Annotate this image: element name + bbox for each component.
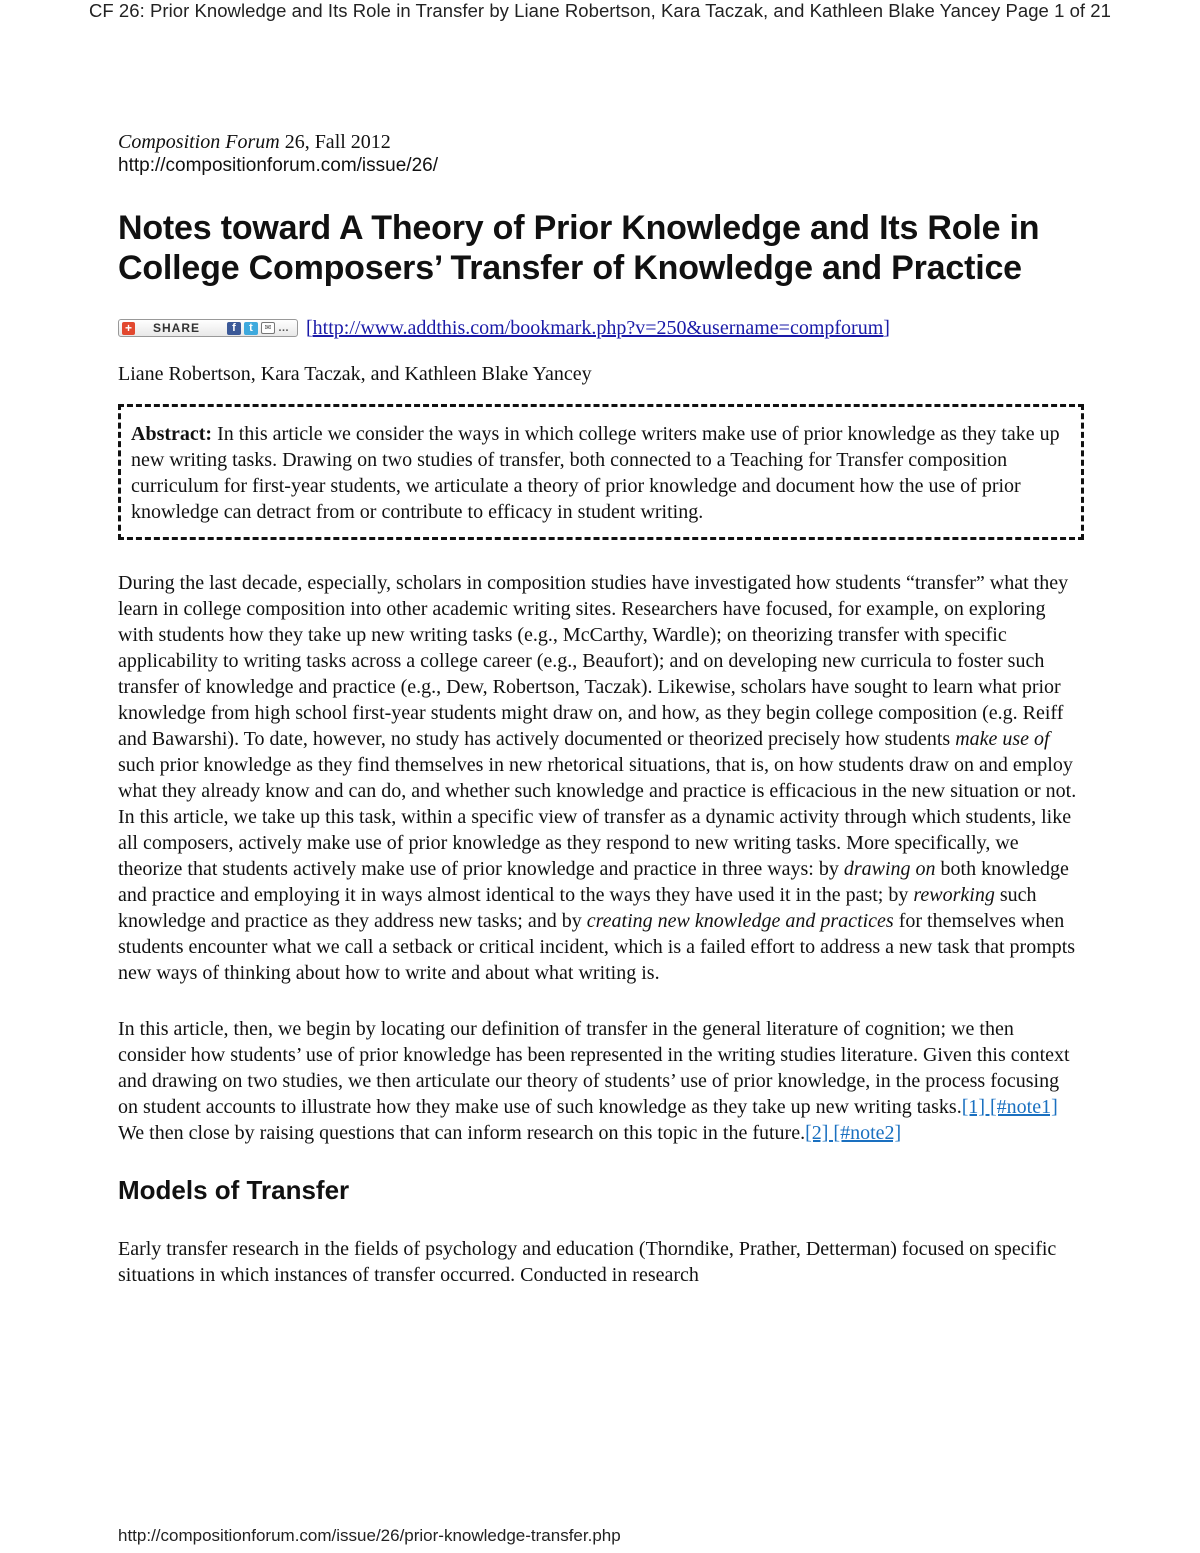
paragraph-text: such knowledge and practice as they address new tasks; and by bbox=[118, 884, 1037, 932]
article bbox=[118, 130, 1084, 1288]
paragraph-2 bbox=[118, 1016, 1084, 1146]
issue-url: http://compositionforum.com/issue/26/ bbox=[118, 155, 438, 176]
journal-citation bbox=[118, 130, 1084, 154]
share-icons bbox=[227, 322, 288, 335]
twitter-icon[interactable]: t bbox=[244, 322, 258, 335]
abstract-label: Abstract: bbox=[131, 423, 213, 445]
paragraph-text: for themselves when students encounter what we call a setback or critical incident, which is a failed effort to address a new task that prompts new ways of thinking about how to write and about what writing is. bbox=[118, 910, 1076, 984]
article-title: Notes toward A Theory of Prior Knowledge and Its Role in College Composers’ Transfer of Knowledge and Practice bbox=[118, 209, 1040, 287]
emphasis: make use of bbox=[955, 728, 1050, 750]
section-heading: Models of Transfer bbox=[118, 1175, 350, 1205]
running-header: CF 26: Prior Knowledge and Its Role in Transfer by Liane Robertson, Kara Taczak, and Kathleen Blake Yancey Page 1 of 21 bbox=[88, 0, 1111, 21]
share-button[interactable] bbox=[118, 319, 298, 337]
share-row bbox=[118, 316, 1084, 340]
paragraph-text: such prior knowledge as they find themselves in new rhetorical situations, that is, on how students draw on and employ what they already know and can do, and whether such knowledge and practice is efficacious in the new situation or not. In this article, we take up this task, within a specific view of transfer as a dynamic activity through which students, like all composers, actively make use of prior knowledge as they respond to new writing tasks. More specifically, we theorize that students actively make use of prior knowledge and practice in three ways: by bbox=[118, 754, 1077, 880]
emphasis: drawing on bbox=[843, 858, 936, 880]
paragraph-1 bbox=[118, 570, 1084, 986]
facebook-icon[interactable]: f bbox=[227, 322, 241, 335]
footnote-link-1[interactable]: [1] [#note1] bbox=[961, 1096, 1058, 1118]
abstract-box bbox=[118, 404, 1084, 540]
paragraph-text: both knowledge and practice and employing it in ways almost identical to the ways they have used it in the past; by bbox=[118, 858, 1069, 906]
paragraph-text: We then close by raising questions that can inform research on this topic in the future. bbox=[118, 1122, 806, 1144]
more-icon[interactable]: … bbox=[278, 321, 289, 334]
paragraph-3: Early transfer research in the fields of psychology and education (Thorndike, Prather, Detterman) focused on specific situations in which instances of transfer occurred. Conducted in research bbox=[118, 1238, 1057, 1286]
addthis-plus-icon: + bbox=[122, 322, 135, 335]
share-label: SHARE bbox=[153, 321, 201, 335]
share-link[interactable]: [http://www.addthis.com/bookmark.php?v=250&username=compforum] bbox=[306, 316, 890, 339]
journal-name: Composition Forum bbox=[118, 131, 280, 153]
paragraph-text: In this article, then, we begin by locating our definition of transfer in the general literature of cognition; we then consider how students’ use of prior knowledge has been represented in the writing studies literature. Given this context and drawing on two studies, we then articulate our theory of students’ use of prior knowledge, in the process focusing on student accounts to illustrate how they make use of such knowledge as they take up new writing tasks. bbox=[118, 1018, 1070, 1118]
paragraph-text: During the last decade, especially, scholars in composition studies have investigated how students “transfer” what they learn in college composition into other academic writing sites. Researchers have focused, for example, on exploring with students how they take up new writing tasks (e.g., McCarthy, Wardle); on theorizing transfer with specific applicability to writing tasks across a college career (e.g., Beaufort); and on developing new curricula to foster such transfer of knowledge and practice (e.g., Dew, Robertson, Taczak). Likewise, scholars have sought to learn what prior knowledge from high school first-year students might draw on, and how, as they begin college composition (e.g. Reiff and Bawarshi). To date, however, no study has actively documented or theorized precisely how students bbox=[118, 572, 1069, 750]
emphasis: reworking bbox=[913, 884, 995, 906]
footer-url: http://compositionforum.com/issue/26/prior-knowledge-transfer.php bbox=[118, 1526, 621, 1545]
emphasis: creating new knowledge and practices bbox=[586, 910, 894, 932]
journal-issue: 26, Fall 2012 bbox=[279, 131, 391, 153]
footnote-link-2[interactable]: [2] [#note2] bbox=[805, 1122, 902, 1144]
abstract-text: In this article we consider the ways in which college writers make use of prior knowledge as they take up new writing tasks. Drawing on two studies of transfer, both connected to a Teaching for Transfer composition curriculum for first-year students, we articulate a theory of prior knowledge and document how the use of prior knowledge can detract from or contribute to efficacy in student writing. bbox=[131, 423, 1060, 523]
authors: Liane Robertson, Kara Taczak, and Kathleen Blake Yancey bbox=[118, 363, 592, 385]
email-icon[interactable]: ✉ bbox=[261, 322, 275, 334]
